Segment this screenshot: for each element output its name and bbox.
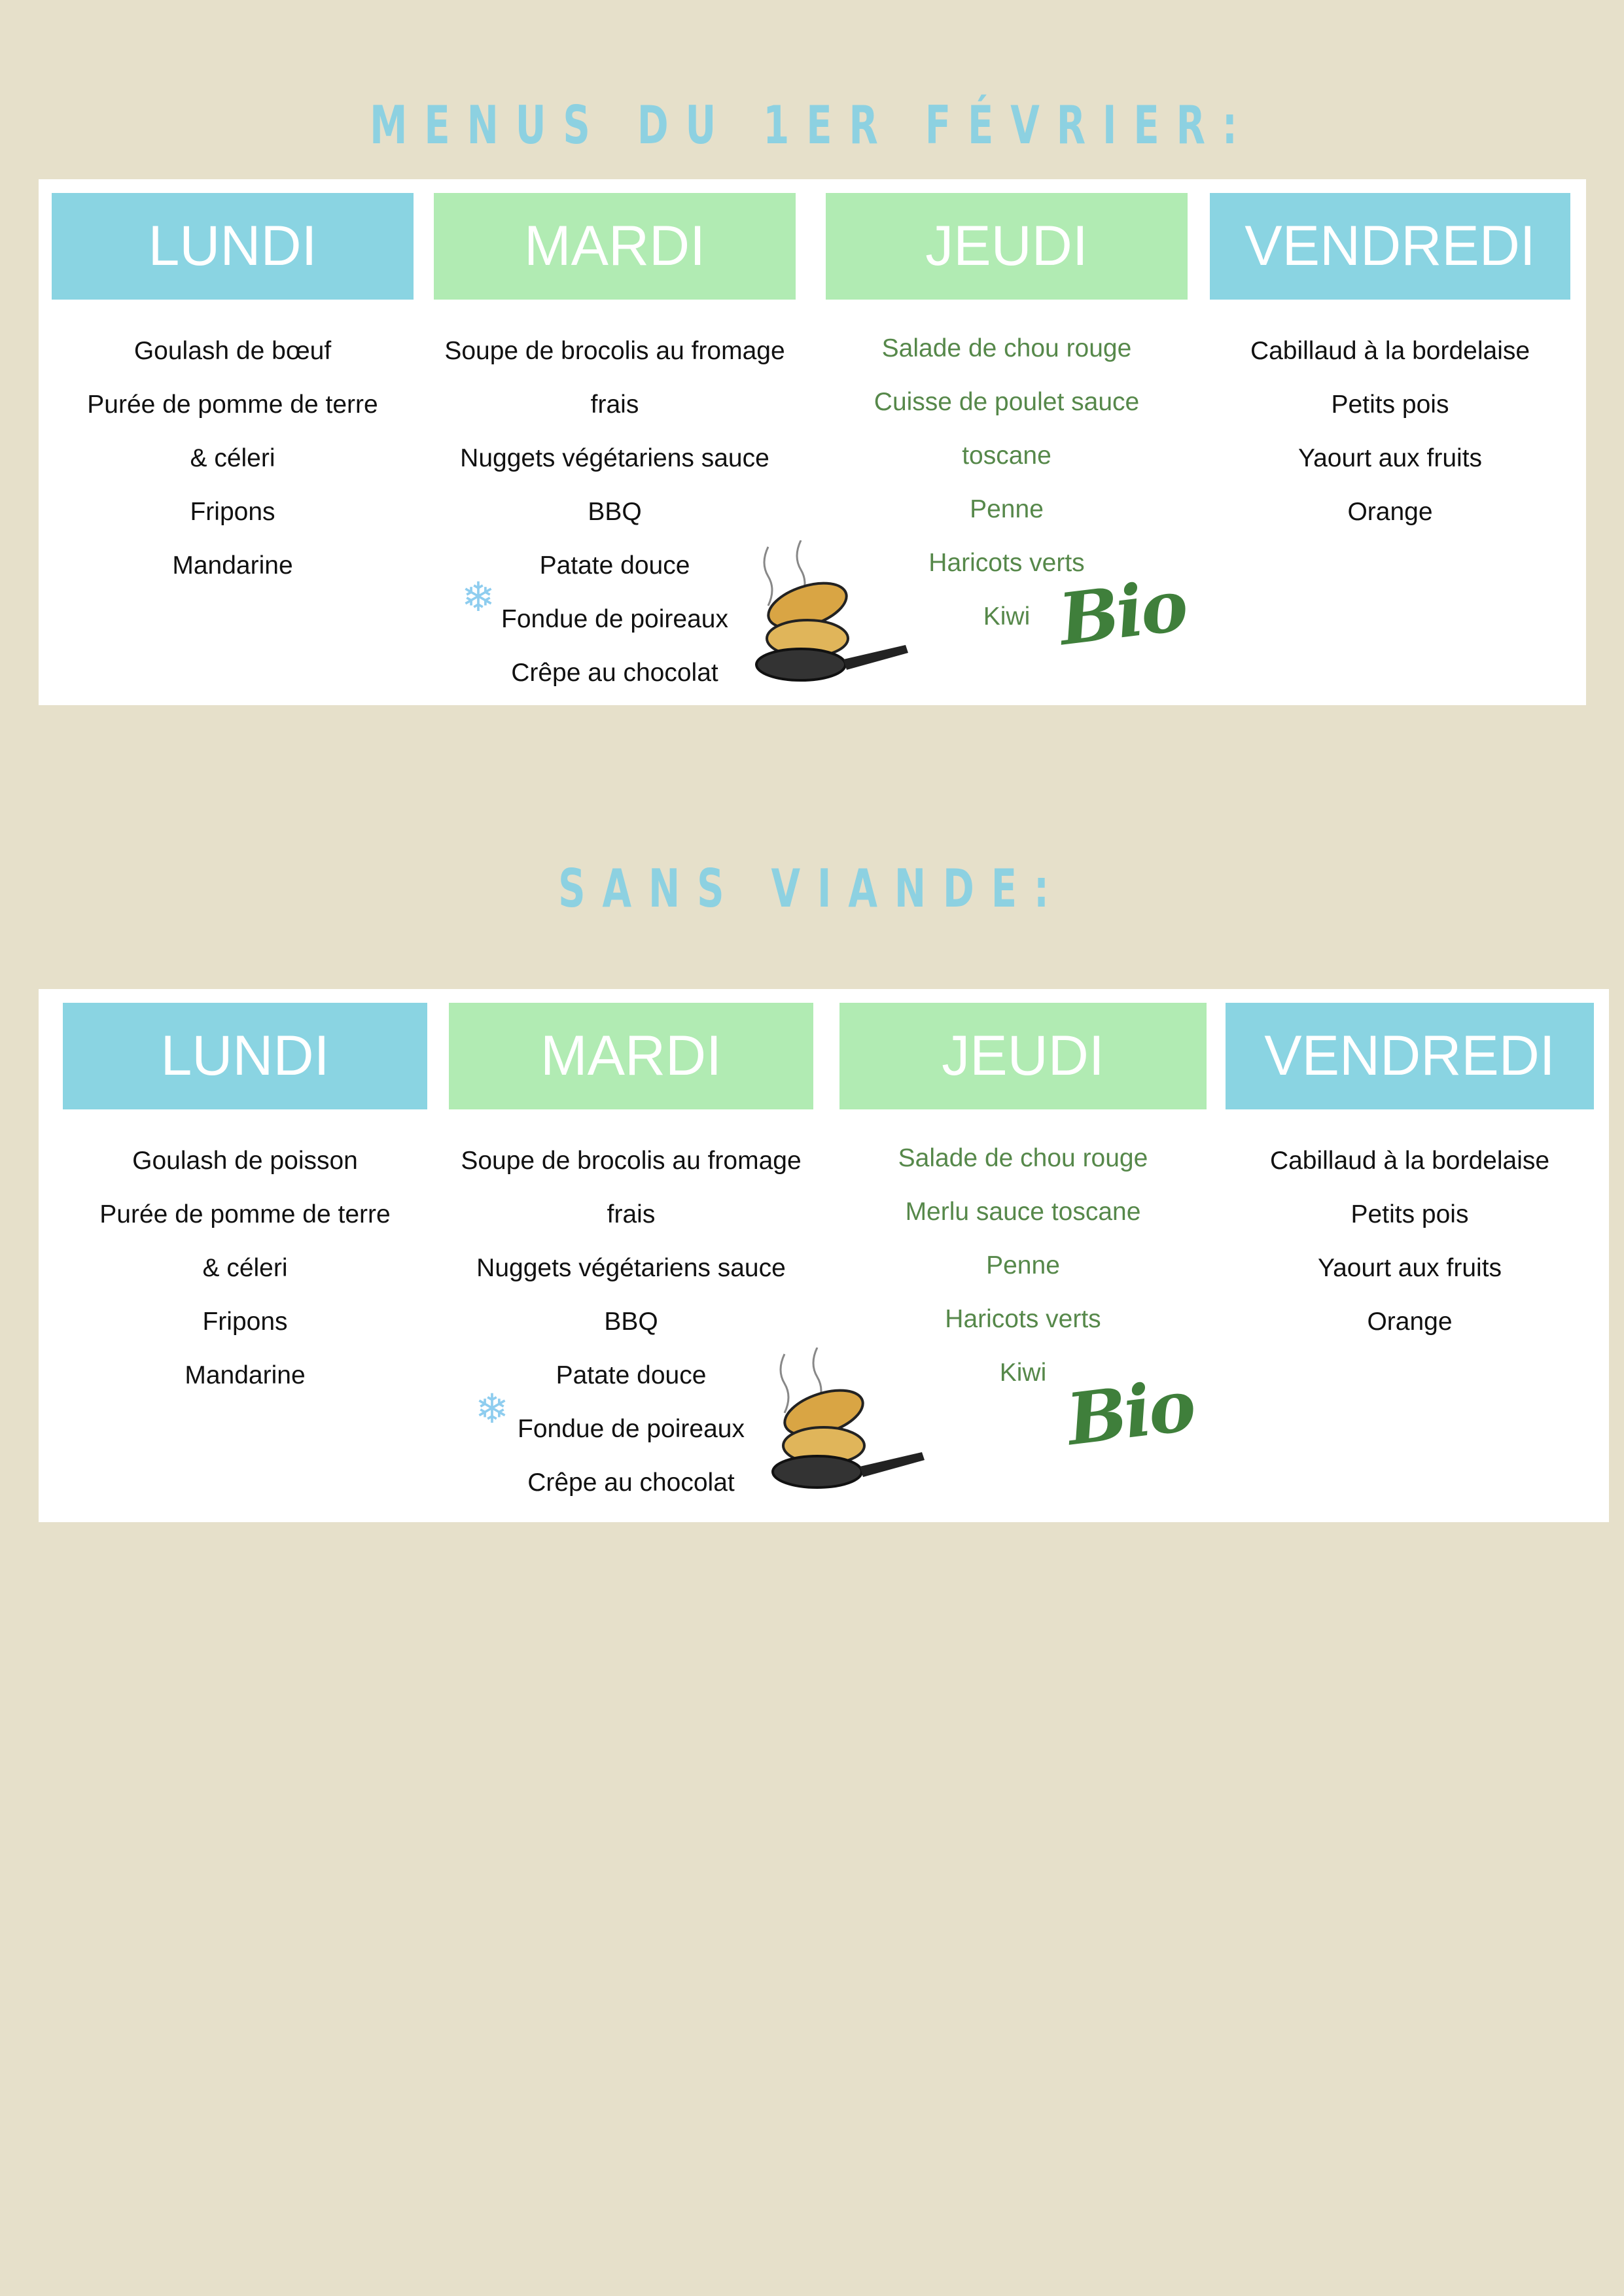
menu-item: Crêpe au chocolat bbox=[527, 1469, 735, 1497]
menu-item: Orange bbox=[1347, 498, 1433, 526]
day-header-vendredi: VENDREDI bbox=[1210, 193, 1570, 300]
day-header-lundi: LUNDI bbox=[52, 193, 414, 300]
menu-item: Cabillaud à la bordelaise bbox=[1269, 1147, 1550, 1175]
bio-logo: Bio bbox=[1063, 1364, 1198, 1462]
menu-item: toscane bbox=[962, 442, 1051, 470]
menu-panel bbox=[39, 179, 1586, 705]
menu-item: Fondue de poireaux bbox=[501, 605, 728, 633]
day-header-jeudi: JEUDI bbox=[826, 193, 1188, 300]
section-title: SANS VIANDE: bbox=[558, 858, 1066, 919]
menu-item: Mandarine bbox=[185, 1361, 306, 1389]
menu-item: Haricots verts bbox=[928, 549, 1085, 577]
menu-item: Petits pois bbox=[1350, 1200, 1469, 1228]
menu-item: Penne bbox=[970, 495, 1044, 523]
menu-item: Crêpe au chocolat bbox=[511, 659, 718, 687]
menu-items bbox=[52, 324, 414, 593]
menu-item: Yaourt aux fruits bbox=[1317, 1254, 1502, 1282]
menu-item: Patate douce bbox=[556, 1361, 707, 1389]
menu-item: Cuisse de poulet sauce bbox=[874, 388, 1140, 416]
crepe-pan-icon bbox=[729, 540, 919, 691]
menu-item: Purée de pomme de terre bbox=[87, 391, 378, 419]
menu-items bbox=[63, 1134, 427, 1402]
day-header-vendredi: VENDREDI bbox=[1226, 1003, 1594, 1109]
menu-items bbox=[1226, 1134, 1594, 1349]
day-column-vendredi bbox=[1226, 989, 1594, 1522]
menu-item: Petits pois bbox=[1331, 391, 1449, 419]
menu-item: Haricots verts bbox=[945, 1305, 1101, 1333]
menu-item: Kiwi bbox=[999, 1359, 1047, 1387]
snowflake-icon: ❄ bbox=[475, 1387, 509, 1432]
menu-panel bbox=[39, 989, 1609, 1522]
menu-item: Nuggets végétariens sauce BBQ bbox=[476, 1254, 786, 1336]
day-column-vendredi bbox=[1210, 179, 1570, 705]
menu-item: Soupe de brocolis au fromage bbox=[444, 337, 785, 365]
menu-item: Soupe de brocolis au fromage bbox=[461, 1147, 802, 1175]
menu-item: Kiwi bbox=[983, 602, 1031, 631]
day-column-lundi bbox=[52, 179, 414, 705]
bio-logo: Bio bbox=[1055, 564, 1190, 662]
day-header-mardi: MARDI bbox=[449, 1003, 813, 1109]
menu-item: Fondue de poireaux bbox=[518, 1415, 745, 1443]
menu-item: Goulash de poisson bbox=[132, 1147, 358, 1175]
crepe-pan-icon bbox=[745, 1348, 935, 1498]
section-title: MENUS DU 1ER FÉVRIER: bbox=[370, 95, 1254, 156]
day-column-lundi bbox=[63, 989, 427, 1522]
menu-item: & céleri bbox=[190, 444, 275, 472]
menu-item: & céleri bbox=[202, 1254, 288, 1282]
menu-item: Fripons bbox=[202, 1308, 288, 1336]
menu-item: Nuggets végétariens sauce BBQ bbox=[460, 444, 769, 526]
menu-items bbox=[1210, 324, 1570, 539]
day-header-lundi: LUNDI bbox=[63, 1003, 427, 1109]
menu-item: Cabillaud à la bordelaise bbox=[1250, 337, 1530, 365]
menu-item: Patate douce bbox=[539, 551, 690, 580]
menu-item: frais bbox=[590, 391, 639, 419]
menu-item: Purée de pomme de terre bbox=[99, 1200, 391, 1228]
menu-item: frais bbox=[607, 1200, 656, 1228]
day-header-mardi: MARDI bbox=[434, 193, 796, 300]
snowflake-icon: ❄ bbox=[461, 575, 495, 620]
menu-item: Mandarine bbox=[172, 551, 293, 580]
day-header-jeudi: JEUDI bbox=[839, 1003, 1207, 1109]
menu-item: Merlu sauce toscane bbox=[905, 1198, 1141, 1226]
menu-item: Fripons bbox=[190, 498, 275, 526]
menu-item: Yaourt aux fruits bbox=[1297, 444, 1483, 472]
menu-item: Salade de chou rouge bbox=[898, 1144, 1148, 1172]
menu-item: Penne bbox=[986, 1251, 1060, 1279]
menu-item: Salade de chou rouge bbox=[881, 334, 1132, 362]
menu-item: Orange bbox=[1367, 1308, 1453, 1336]
menu-item: Goulash de bœuf bbox=[133, 337, 332, 365]
